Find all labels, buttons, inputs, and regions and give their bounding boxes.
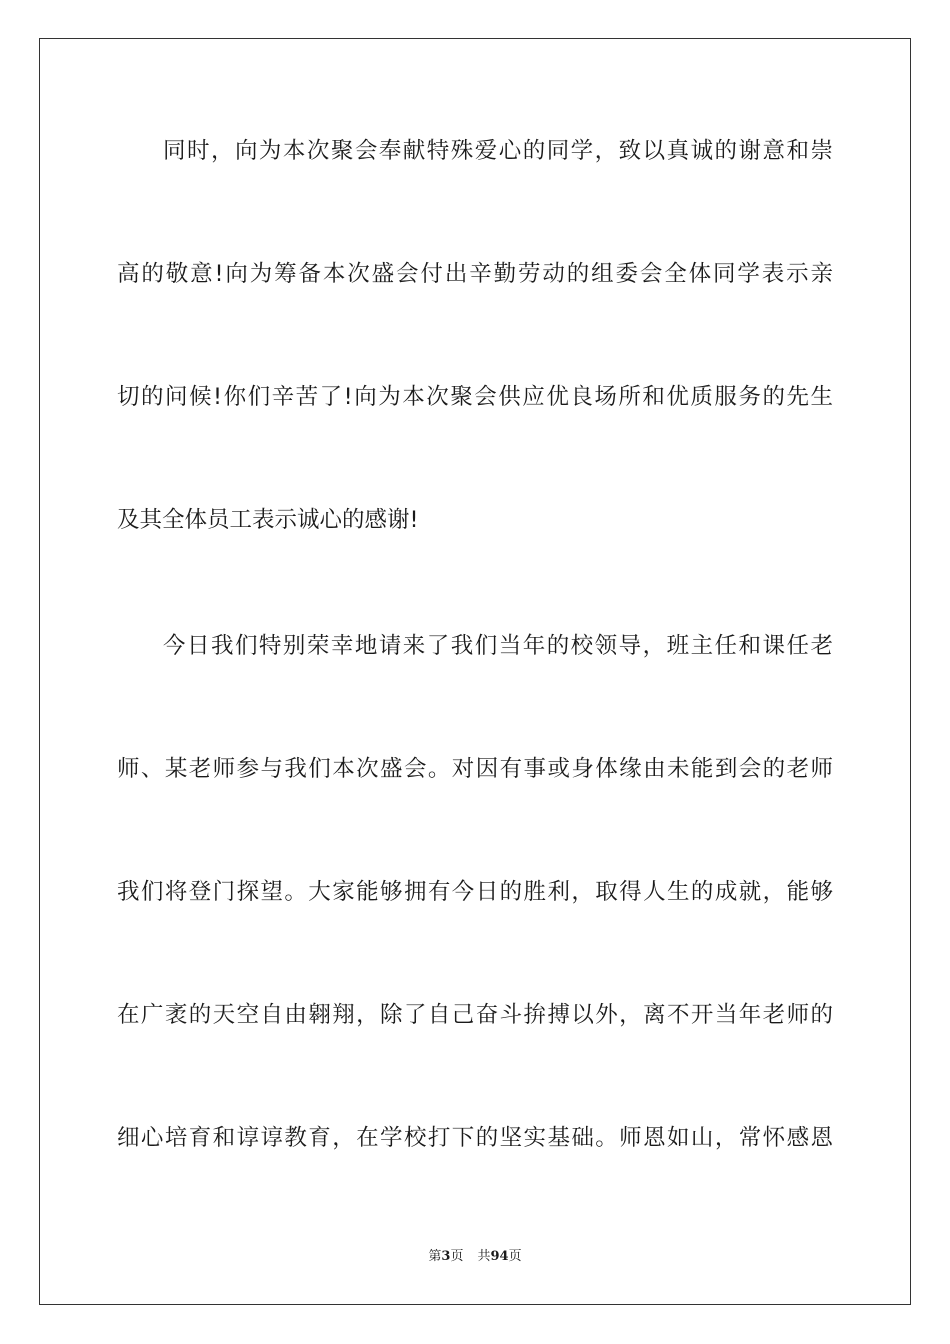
paragraph-1-line-4: 及其全体员工表示诚心的感谢! bbox=[117, 507, 419, 533]
page-footer bbox=[0, 1249, 950, 1265]
paragraph-2-line-5: 细心培育和谆谆教育，在学校打下的坚实基础。师恩如山，常怀感恩 bbox=[117, 1125, 833, 1151]
paragraph-1-line-3: 切的问候!你们辛苦了!向为本次聚会供应优良场所和优质服务的先生 bbox=[117, 384, 833, 410]
total-suffix: 页 bbox=[508, 1249, 522, 1264]
paragraph-1-line-2: 高的敬意!向为筹备本次盛会付出辛勤劳动的组委会全体同学表示亲 bbox=[117, 261, 833, 287]
page-number: 3 bbox=[441, 1249, 451, 1264]
paragraph-2-line-4: 在广袤的天空自由翱翔，除了自己奋斗拚搏以外，离不开当年老师的 bbox=[117, 1002, 833, 1028]
page-suffix: 页 bbox=[450, 1249, 464, 1264]
paragraph-2-line-1: 今日我们特别荣幸地请来了我们当年的校领导，班主任和课任老 bbox=[163, 633, 833, 659]
page-prefix: 第 bbox=[428, 1249, 442, 1264]
paragraph-2-line-2: 师、某老师参与我们本次盛会。对因有事或身体缘由未能到会的老师 bbox=[117, 756, 833, 782]
total-pages: 94 bbox=[490, 1249, 509, 1264]
paragraph-1-line-1: 同时，向为本次聚会奉献特殊爱心的同学，致以真诚的谢意和崇 bbox=[163, 138, 833, 164]
paragraph-2-line-3: 我们将登门探望。大家能够拥有今日的胜利，取得人生的成就，能够 bbox=[117, 879, 833, 905]
total-prefix: 共 bbox=[477, 1249, 491, 1264]
page-border bbox=[39, 38, 911, 1305]
